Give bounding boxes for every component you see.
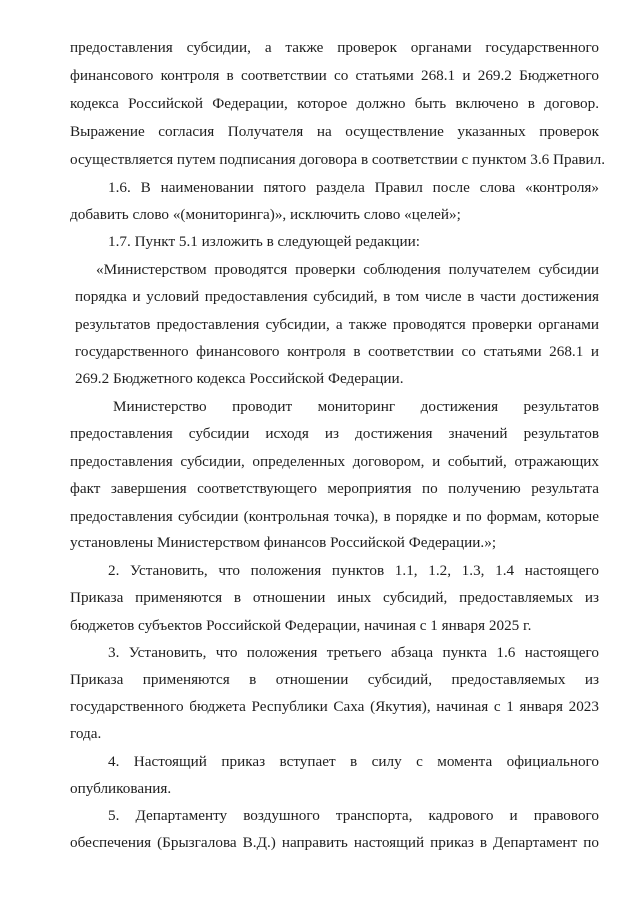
text-line: опубликования. (70, 780, 172, 797)
text-line: предоставления субсидии, определенных договором, и событий, отражающих (70, 453, 599, 470)
text-line: предоставления субсидии, а также проверок органами государственного (70, 39, 599, 56)
text-line: Министерство проводит мониторинг достижения результатов (113, 398, 599, 415)
text-line: «Министерством проводятся проверки соблюдения получателем субсидии (96, 261, 599, 278)
text-line: 5. Департаменту воздушного транспорта, кадрового и правового (108, 807, 599, 824)
text-line: 269.2 Бюджетного кодекса Российской Федерации. (75, 370, 404, 387)
text-line: государственного бюджета Республики Саха (Якутия), начиная с 1 января 2023 (70, 698, 599, 715)
text-line: Приказа применяются в отношении иных субсидий, предоставляемых из (70, 589, 599, 606)
text-line: кодекса Российской Федерации, которое должно быть включено в договор. (70, 95, 599, 112)
text-line: обеспечения (Брызгалова В.Д.) направить настоящий приказ в Департамент по (70, 834, 599, 851)
text-line: 2. Установить, что положения пунктов 1.1, 1.2, 1.3, 1.4 настоящего (108, 562, 599, 579)
text-line: факт завершения соответствующего мероприятия по получению результата (70, 480, 599, 497)
text-line: Приказа применяются в отношении субсидий, предоставляемых из (70, 671, 599, 688)
text-line: осуществляется путем подписания договора в соответствии с пунктом 3.6 Правил. (70, 151, 606, 168)
text-line: результатов предоставления субсидии, а также проводятся проверки органами (75, 316, 599, 333)
text-line: добавить слово «(мониторинга)», исключить слово «целей»; (70, 206, 461, 223)
text-line: финансового контроля в соответствии со статьями 268.1 и 269.2 Бюджетного (70, 67, 599, 84)
text-line: года. (70, 725, 102, 742)
text-line: государственного финансового контроля в соответствии со статьями 268.1 и (75, 343, 599, 360)
text-line: 1.7. Пункт 5.1 изложить в следующей редакции: (108, 233, 421, 250)
text-line: порядка и условий предоставления субсидий, в том числе в части достижения (75, 288, 599, 305)
text-line: бюджетов субъектов Российской Федерации, начиная с 1 января 2025 г. (70, 617, 532, 634)
text-line: 3. Установить, что положения третьего абзаца пункта 1.6 настоящего (108, 644, 599, 661)
text-line: предоставления субсидии (контрольная точка), в порядке и по формам, которые (70, 508, 599, 525)
text-line: предоставления субсидии исходя из достижения значений результатов (70, 425, 599, 442)
text-line: установлены Министерством финансов Российской Федерации.»; (70, 534, 497, 551)
text-line: Выражение согласия Получателя на осуществление указанных проверок (70, 123, 599, 140)
text-line: 4. Настоящий приказ вступает в силу с момента официального (108, 753, 599, 770)
text-line: 1.6. В наименовании пятого раздела Правил после слова «контроля» (108, 179, 599, 196)
